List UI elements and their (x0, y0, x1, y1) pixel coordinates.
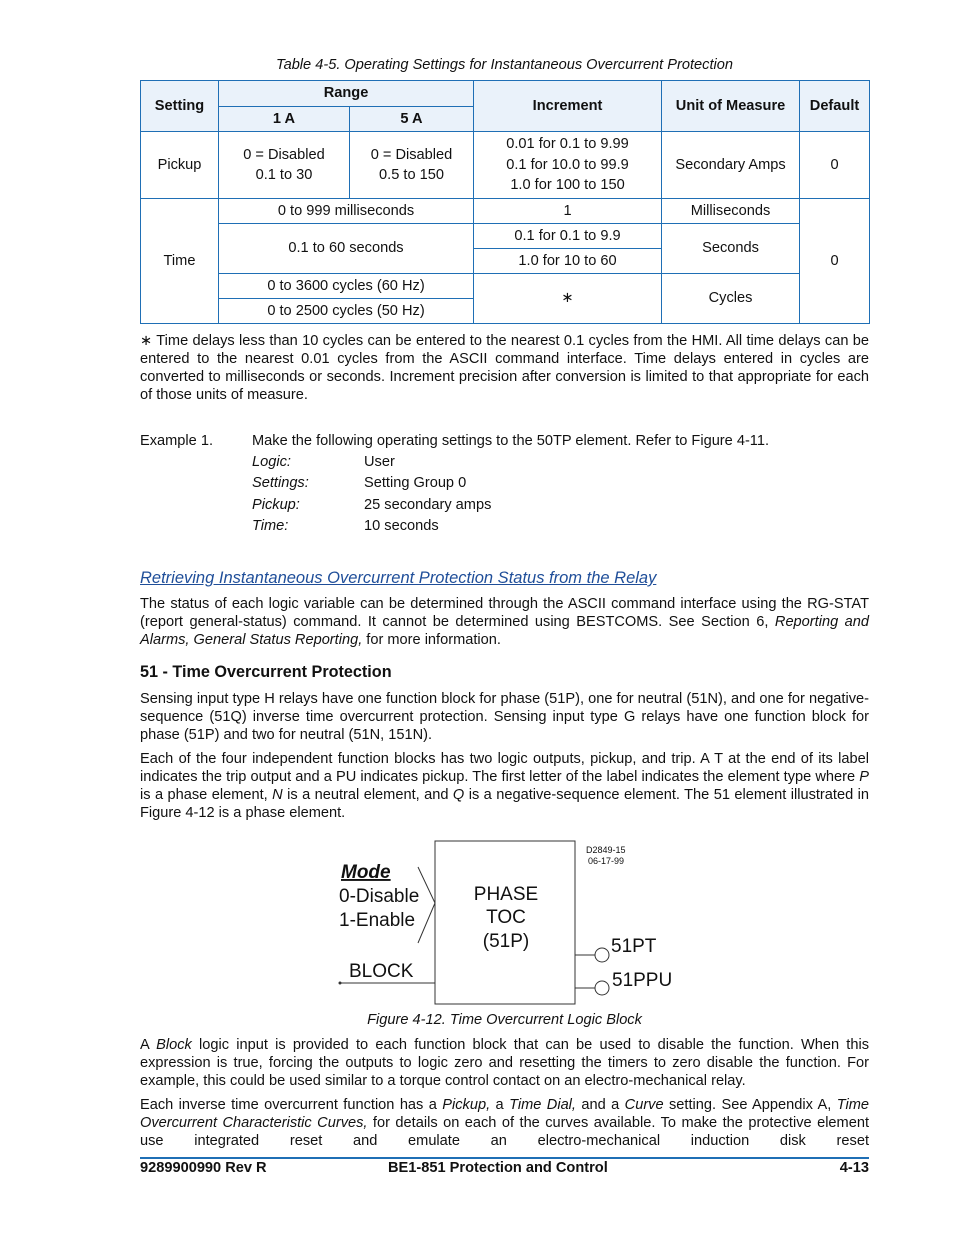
block-input-dot (339, 982, 342, 985)
table-row-time-cyc-60 (141, 274, 870, 299)
mode-enable: 1-Enable (339, 910, 416, 931)
cell-pickup-default: 0 (800, 132, 870, 199)
cell-time-setting: Time (141, 199, 219, 324)
box-phase: PHASE (473, 884, 539, 905)
output-51ppu: 51PPU (612, 970, 673, 991)
cell-time-cyc-range-60: 0 to 3600 cycles (60 Hz) (219, 274, 474, 299)
cell-pickup-increment: 0.01 for 0.1 to 9.99 0.1 for 10.0 to 99.9 1.0 for 100 to 150 (474, 132, 662, 199)
toc-heading: 51 - Time Overcurrent Protection (140, 663, 392, 681)
cell-pickup-5a: 0 = Disabled 0.5 to 150 (350, 132, 474, 199)
table-footnote: ∗ Time delays less than 10 cycles can be entered to the nearest 0.1 cycles from the HMI. All time delays can be entered to the nearest 0.01 cycles from the ASCII command interface. Time delays entered in cycles are converted to milliseconds or seconds. Increment precision after conversion is limited to that appropriate for each of those units of measure. (140, 333, 869, 403)
header-increment: Increment (474, 81, 662, 132)
block-paragraph: A Block logic input is provided to each function block that can be used to disable the function. When this expression is true, forcing the outputs to logic zero and resetting the timers to zero disable the function. For example, this could be used similar to a torque control contact on an electro-mechanical relay. (140, 1037, 870, 1089)
cell-time-sec-range: 0.1 to 60 seconds (219, 224, 474, 274)
drawing-date: 06-17-99 (588, 856, 625, 866)
example-intro: Make the following operating settings to the 50TP element. Refer to Figure 4-11. (252, 433, 770, 449)
box-51p: (51P) (482, 931, 530, 952)
drawing-id: D2849-15 (586, 845, 626, 855)
cell-time-sec-unit: Seconds (662, 224, 800, 274)
example-val-settings: Setting Group 0 (364, 475, 467, 491)
toc-paragraph-2: Each of the four independent function blocks has two logic outputs, pickup, and trip. A T at the end of its label indicates the trip output and a PU indicates pickup. The first letter of the label indicates the element type where P is a phase element, N is a neutral element, and Q is a negative-sequence element. The 51 element illustrated in Figure 4-12 is a phase element. (140, 751, 869, 821)
footer-rule (140, 1157, 869, 1159)
figure-caption: Figure 4-12. Time Overcurrent Logic Block (367, 1012, 642, 1028)
box-toc: TOC (486, 907, 526, 928)
cell-time-default: 0 (800, 199, 870, 324)
cell-time-ms-range: 0 to 999 milliseconds (219, 199, 474, 224)
example-val-time: 10 seconds (364, 518, 439, 534)
operating-settings-table (140, 80, 870, 324)
example-val-logic: User (364, 454, 395, 470)
cell-pickup-unit: Secondary Amps (662, 132, 800, 199)
inverse-paragraph: Each inverse time overcurrent function has a Pickup, a Time Dial, and a Curve setting. See Appendix A, Time Overcurrent Characteristic Curves, for details on each of the curves available. To make the protective element use integrated reset and emulate an electro-mechanical induction disk reset (140, 1097, 869, 1149)
footer-doc-number: 9289900990 Rev R (140, 1160, 267, 1176)
table-row-time-ms (141, 199, 870, 224)
cell-time-cyc-unit: Cycles (662, 274, 800, 324)
cell-time-sec-increment-1: 0.1 for 0.1 to 9.9 (474, 224, 662, 249)
mode-disable: 0-Disable (339, 886, 420, 907)
table-row-pickup (141, 132, 870, 199)
example-key-time: Time: (252, 518, 289, 534)
example-key-logic: Logic: (252, 454, 291, 470)
output-51pt: 51PT (611, 936, 657, 957)
example-val-pickup: 25 secondary amps (364, 497, 492, 513)
example-key-settings: Settings: (252, 475, 309, 491)
header-unit: Unit of Measure (662, 81, 800, 132)
logic-block-figure (330, 835, 690, 1015)
cell-time-ms-increment: 1 (474, 199, 662, 224)
footer-page-number: 4-13 (839, 1160, 869, 1176)
retrieving-paragraph: The status of each logic variable can be determined through the ASCII command interface using the RG-STAT (report general-status) command. It cannot be determined using BESTCOMS. See Section 6, Reporting and Alarms, General Status Reporting, for more information. (140, 596, 870, 648)
header-setting: Setting (141, 81, 219, 132)
header-default: Default (800, 81, 870, 132)
toc-paragraph-1: Sensing input type H relays have one function block for phase (51P), one for neutral (51N), and one for negative-sequence (51Q) inverse time overcurrent protection. Sensing input type G relays have one function block for phase (51P) and two for neutral (51N, 151N). (140, 691, 869, 743)
footer-title: BE1-851 Protection and Control (388, 1160, 608, 1176)
cell-time-cyc-increment: ∗ (474, 274, 662, 324)
block-label: BLOCK (349, 961, 414, 982)
header-range: Range (219, 81, 474, 107)
table-caption: Table 4-5. Operating Settings for Instantaneous Overcurrent Protection (276, 57, 733, 73)
example-label: Example 1. (140, 433, 214, 449)
pickup-output-inverter (595, 981, 609, 995)
cell-pickup-setting: Pickup (141, 132, 219, 199)
example-key-pickup: Pickup: (252, 497, 300, 513)
header-range-1a: 1 A (219, 107, 350, 132)
cell-time-cyc-range-50: 0 to 2500 cycles (50 Hz) (219, 299, 474, 324)
cell-pickup-1a: 0 = Disabled 0.1 to 30 (219, 132, 350, 199)
mode-title: Mode (341, 862, 391, 883)
cell-time-sec-increment-2: 1.0 for 10 to 60 (474, 249, 662, 274)
mode-bracket (418, 867, 435, 943)
header-range-5a: 5 A (350, 107, 474, 132)
trip-output-inverter (595, 948, 609, 962)
table-row-time-sec-1 (141, 224, 870, 249)
retrieving-heading: Retrieving Instantaneous Overcurrent Protection Status from the Relay (140, 569, 657, 587)
cell-time-ms-unit: Milliseconds (662, 199, 800, 224)
